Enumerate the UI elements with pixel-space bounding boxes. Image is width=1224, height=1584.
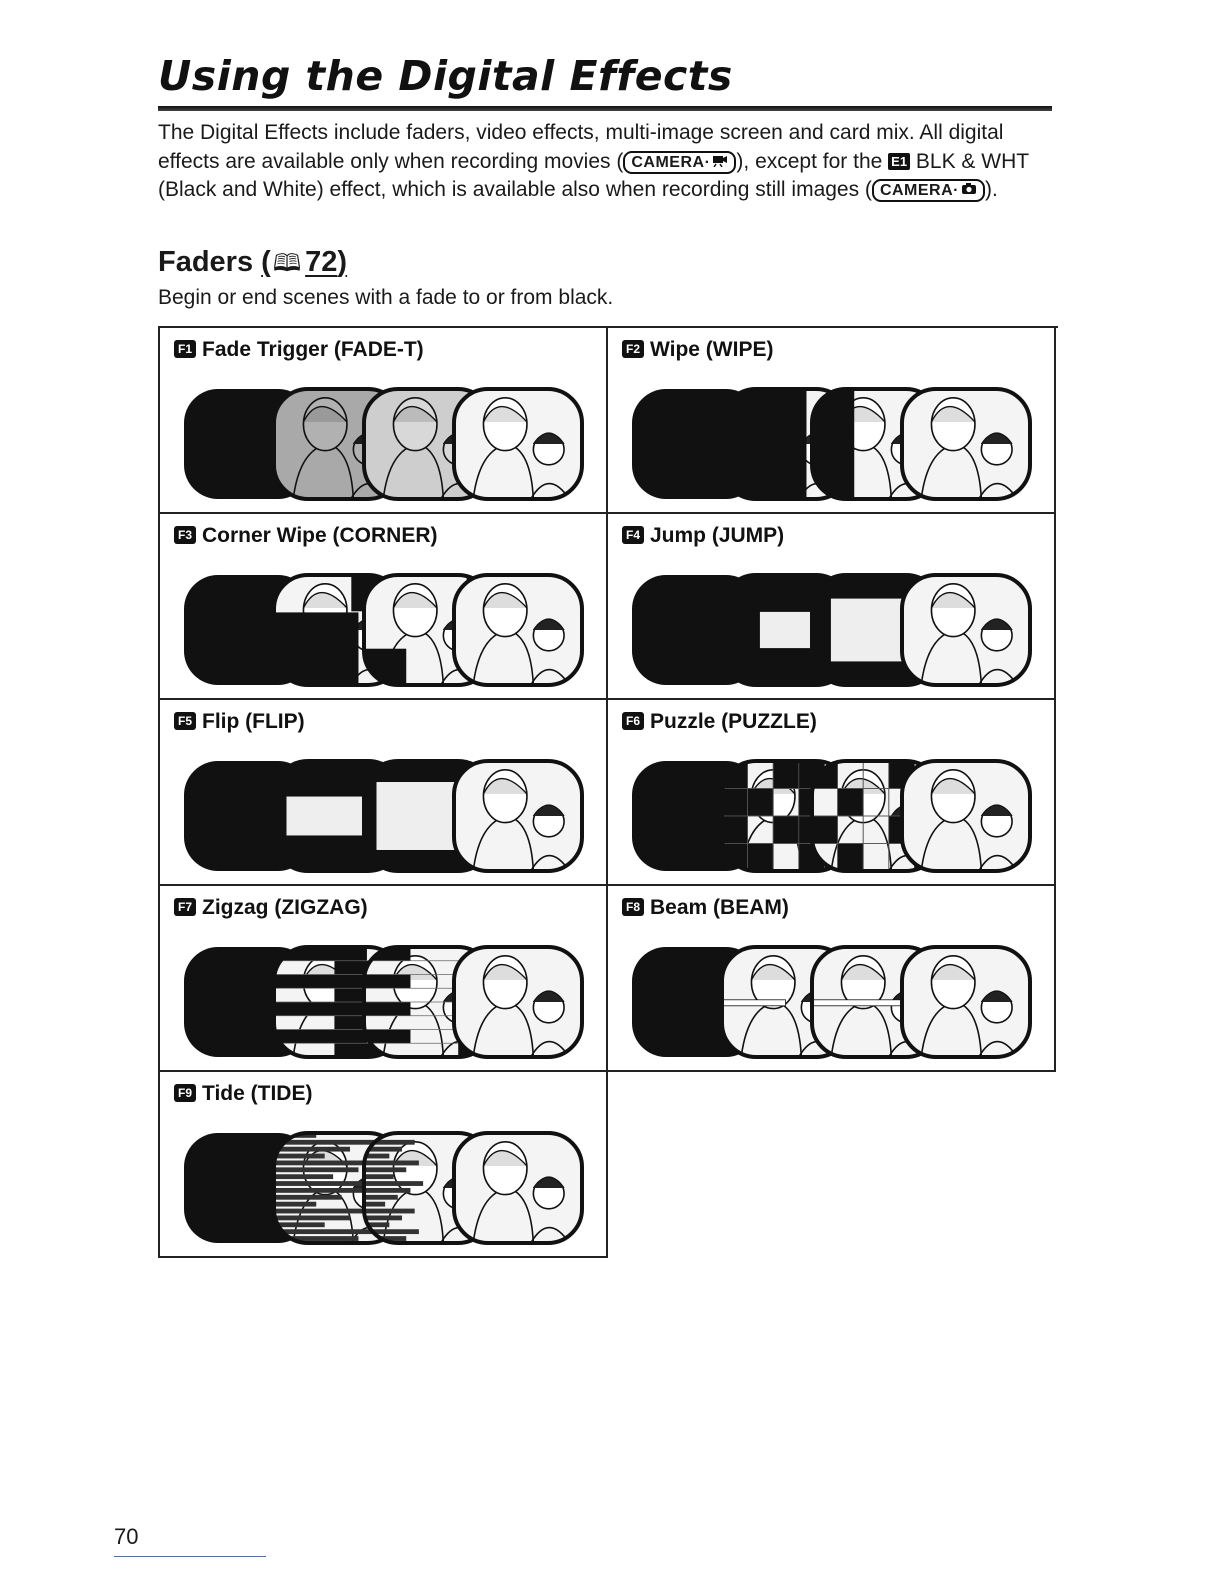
book-icon: 🕮 bbox=[272, 250, 302, 277]
fader-key: F1 bbox=[174, 340, 196, 358]
fader-key: F4 bbox=[622, 526, 644, 544]
fader-label bbox=[174, 710, 305, 734]
intro-text-3: BLK & WHT (Black and White) effect, which is available also when recording still images ( bbox=[158, 149, 1029, 201]
fader-illustration bbox=[184, 756, 584, 876]
fader-cell bbox=[608, 700, 1056, 886]
fader-label bbox=[174, 338, 424, 362]
fader-label bbox=[622, 338, 773, 362]
fader-cell bbox=[608, 886, 1056, 1072]
fader-name: Zigzag (ZIGZAG) bbox=[202, 896, 368, 919]
fader-label bbox=[174, 524, 437, 548]
fader-illustration bbox=[632, 570, 1032, 690]
screen-frame bbox=[454, 1133, 582, 1243]
fader-label bbox=[174, 896, 368, 920]
page-title: Using the Digital Effects bbox=[158, 52, 733, 100]
fader-name: Tide (TIDE) bbox=[202, 1082, 313, 1105]
still-mode-badge bbox=[872, 179, 985, 202]
fader-illustration bbox=[632, 942, 1032, 1062]
fader-cell bbox=[160, 886, 608, 1072]
fader-key: F2 bbox=[622, 340, 644, 358]
page-number: 70 bbox=[114, 1524, 139, 1549]
fader-name: Flip (FLIP) bbox=[202, 710, 305, 733]
still-camera-icon bbox=[961, 181, 977, 200]
fader-name: Puzzle (PUZZLE) bbox=[650, 710, 817, 733]
fader-name: Wipe (WIPE) bbox=[650, 338, 774, 361]
fader-illustration bbox=[184, 1128, 584, 1248]
movie-mode-badge bbox=[623, 151, 736, 174]
section-heading bbox=[158, 246, 347, 287]
fader-name: Fade Trigger (FADE-T) bbox=[202, 338, 424, 361]
fader-key: F6 bbox=[622, 712, 644, 730]
title-rule bbox=[158, 106, 1052, 111]
fader-key: F9 bbox=[174, 1084, 196, 1102]
intro-text-4: ). bbox=[984, 178, 998, 201]
section-title: Faders bbox=[158, 246, 254, 278]
fader-cell bbox=[160, 1072, 608, 1258]
movie-mode-text: CAMERA· bbox=[631, 153, 711, 171]
fader-illustration bbox=[184, 942, 584, 1062]
screen-frame bbox=[902, 947, 1030, 1057]
fader-key: F7 bbox=[174, 898, 196, 916]
fader-cell bbox=[160, 328, 608, 514]
fader-key: F3 bbox=[174, 526, 196, 544]
movie-camera-icon bbox=[712, 153, 728, 172]
still-mode-text: CAMERA· bbox=[879, 182, 959, 199]
fader-illustration bbox=[632, 384, 1032, 504]
screen-frame bbox=[902, 575, 1030, 685]
intro-text-2: ), except for the bbox=[736, 149, 883, 173]
fader-label bbox=[622, 896, 789, 920]
fader-illustration bbox=[184, 570, 584, 690]
fader-name: Jump (JUMP) bbox=[650, 524, 785, 547]
fader-cell bbox=[160, 514, 608, 700]
fader-key: F8 bbox=[622, 898, 644, 916]
fader-key: F5 bbox=[174, 712, 196, 730]
screen-frame bbox=[902, 389, 1030, 499]
fader-cell bbox=[608, 514, 1056, 700]
effect-badge: E1 bbox=[888, 153, 910, 170]
fader-cell bbox=[160, 700, 608, 886]
reference-page: 72 bbox=[305, 246, 338, 278]
fader-label bbox=[622, 710, 817, 734]
fader-cell bbox=[608, 328, 1056, 514]
faders-table bbox=[158, 326, 1058, 1258]
fader-illustration bbox=[632, 756, 1032, 876]
screen-frame bbox=[454, 575, 582, 685]
fader-name: Beam (BEAM) bbox=[650, 896, 789, 919]
fader-illustration bbox=[184, 384, 584, 504]
intro-text-1: The Digital Effects include faders, video effects, multi-image screen and card mix. All digital effects are available only when recording movies ( bbox=[158, 121, 1004, 173]
screen-frame bbox=[454, 761, 582, 871]
screen-frame bbox=[454, 389, 582, 499]
fader-label bbox=[622, 524, 784, 548]
screen-frame bbox=[454, 947, 582, 1057]
section-lead: Begin or end scenes with a fade to or from black. bbox=[158, 286, 614, 309]
footer-rule bbox=[114, 1556, 266, 1557]
fader-label bbox=[174, 1082, 312, 1106]
intro-paragraph bbox=[158, 119, 1058, 205]
screen-frame bbox=[902, 761, 1030, 871]
fader-name: Corner Wipe (CORNER) bbox=[202, 524, 438, 547]
page-reference: (🕮 72) bbox=[261, 246, 347, 278]
